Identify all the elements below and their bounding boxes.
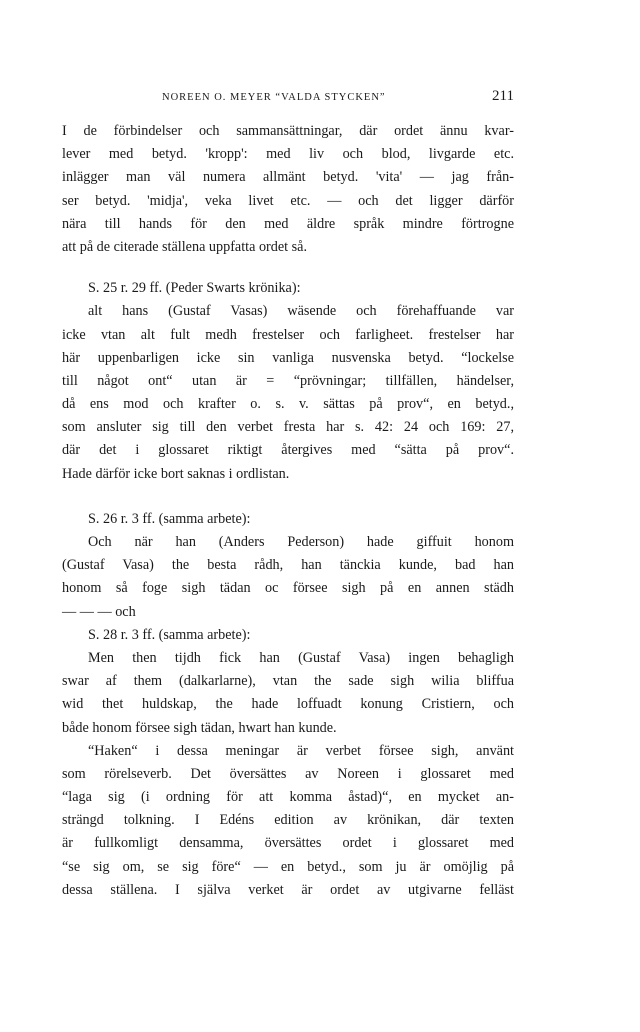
text-line: Och när han (Anders Pederson) hade giffuit honom (88, 534, 514, 550)
text-line: “se sig om, se sig före“ — en betyd., som ju är omöjlig på (62, 858, 514, 875)
text-line: till något ont“ utan är = “prövningar; tillfällen, händelser, (62, 372, 514, 389)
text-line: Men then tijdh fick han (Gustaf Vasa) ingen behagligh (88, 649, 514, 666)
section-s25 (62, 277, 514, 486)
paragraph-intro (62, 120, 514, 259)
text-line: wid thet huldskap, the hade loffuadt konung Cristiern, och (62, 696, 514, 713)
text-line: här uppenbarligen icke sin vanliga nusvenska betyd. “lockelse (62, 349, 514, 366)
text-line: då ens mod och krafter o. s. v. sättas på prov“, en betyd., (62, 396, 514, 413)
text-line: alt hans (Gustaf Vasas) wäsende och förehaffuande var (88, 303, 514, 320)
text-line: “Haken“ i dessa meningar är verbet försee sigh, använt (88, 742, 514, 759)
citation-heading: S. 26 r. 3 ff. (samma arbete): (88, 510, 251, 527)
text-line: Hade därför icke bort saknas i ordlistan. (62, 465, 290, 482)
text-line: både honom försee sigh tädan, hwart han kunde. (62, 719, 337, 736)
text-line: icke vtan alt fult medh frestelser och farligheet. frestelser har (62, 326, 514, 343)
page-number: 211 (492, 88, 514, 104)
text-line: som ansluter sig till den verbet fresta har s. 42: 24 och 169: 27, (62, 419, 514, 436)
page-header (62, 88, 514, 110)
section-s26 (62, 508, 514, 624)
text-line: att på de citerade ställena uppfatta ordet så. (62, 238, 308, 255)
text-line: där det i glossaret riktigt återgives med “sätta på prov“. (62, 442, 514, 459)
text-line: (Gustaf Vasa) the besta rådh, han tänckia kunde, bad han (62, 557, 514, 574)
document-page (62, 88, 514, 902)
text-line: — — — och (62, 603, 136, 620)
text-line: ser betyd. 'midja', veka livet etc. — och det ligger därför (62, 192, 514, 209)
text-line: strängd tolkning. I Edéns edition av krönikan, där texten (62, 812, 514, 829)
running-title: NOREEN O. MEYER “VALDA STYCKEN” (162, 92, 386, 103)
section-s28 (62, 624, 514, 902)
text-line: dessa ställena. I själva verket är ordet av utgivarne felläst (62, 881, 514, 898)
text-line: “laga sig (i ordning för att komma åstad)“, en mycket an- (62, 789, 514, 806)
text-line: honom så foge sigh tädan oc försee sigh på en annen städh (62, 580, 514, 597)
text-line: nära till hands för den med äldre språk mindre förtrogne (62, 215, 514, 232)
text-line: inlägger man väl numera allmänt betyd. 'vita' — jag från- (62, 169, 514, 186)
text-line: är fullkomligt densamma, översättes ordet i glossaret med (62, 835, 514, 852)
citation-heading: S. 25 r. 29 ff. (Peder Swarts krönika): (88, 280, 301, 297)
text-line: lever med betyd. 'kropp': med liv och blod, livgarde etc. (62, 146, 514, 163)
text-line: som rörelseverb. Det översättes av Noreen i glossaret med (62, 765, 514, 782)
text-line: I de förbindelser och sammansättningar, där ordet ännu kvar- (62, 123, 514, 139)
citation-heading: S. 28 r. 3 ff. (samma arbete): (88, 626, 251, 643)
text-line: swar af them (dalkarlarne), vtan the sade sigh wilia bliffua (62, 673, 514, 690)
